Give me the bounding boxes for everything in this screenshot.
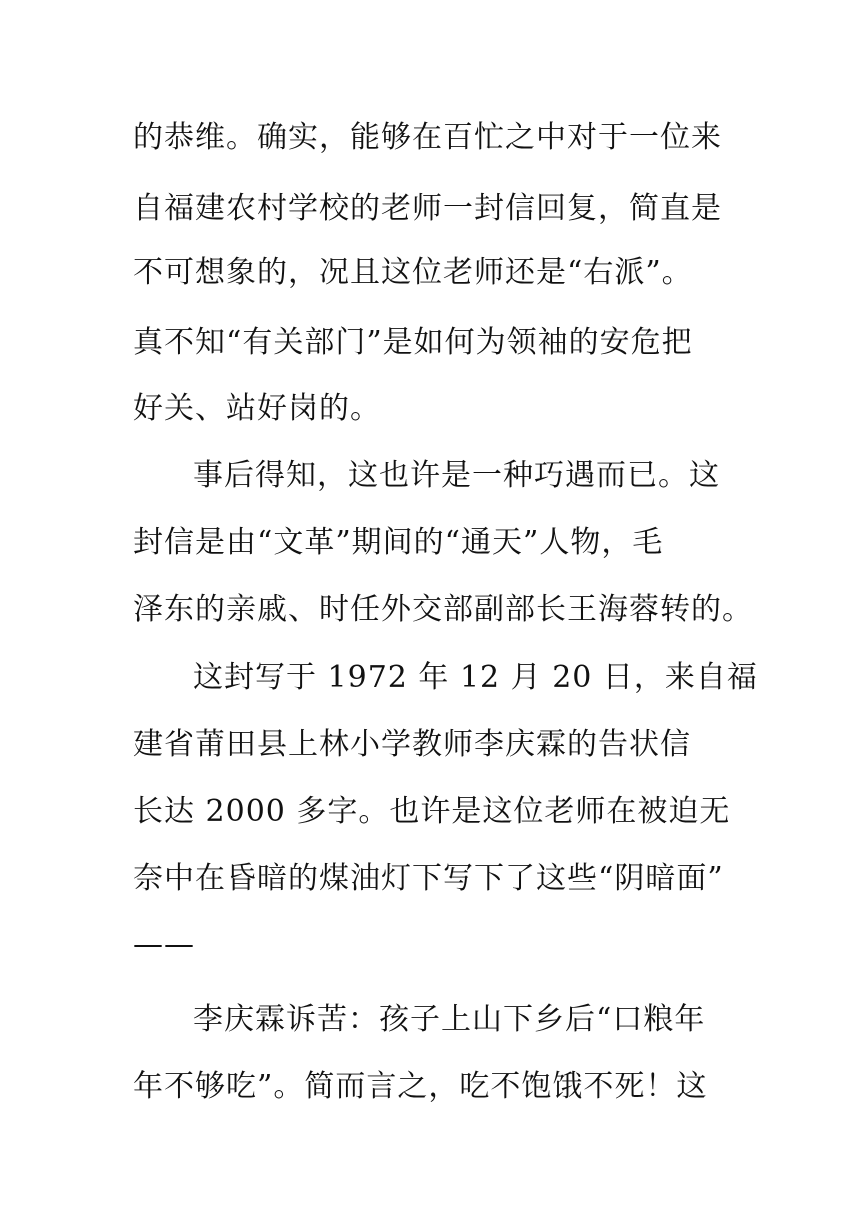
text-line: 不可想象的，况且这位老师还是“右派”。 (133, 255, 693, 290)
paragraph-first-line: 李庆霖诉苦：孩子上山下乡后“口粮年 (193, 1002, 706, 1037)
text-line: 封信是由“文革”期间的“通天”人物，毛 (133, 525, 664, 560)
text-line: 建省莆田县上林小学教师李庆霖的告状信 (133, 727, 691, 762)
dash-line: —— (133, 927, 195, 962)
text-line: 自福建农村学校的老师一封信回复，简直是 (133, 191, 722, 226)
text-line: 泽东的亲戚、时任外交部副部长王海蓉转的。 (133, 592, 753, 627)
text-line: 年不够吃”。简而言之，吃不饱饿不死！这 (133, 1069, 708, 1104)
text-line: 的恭维。确实，能够在百忙之中对于一位来 (133, 120, 722, 155)
paragraph-first-line: 这封写于 1972 年 12 月 20 日，来自福 (193, 660, 758, 695)
paragraph-first-line: 事后得知，这也许是一种巧遇而已。这 (193, 458, 720, 493)
text-line: 奈中在昏暗的煤油灯下写下了这些“阴暗面” (133, 861, 724, 896)
text-line: 真不知“有关部门”是如何为领袖的安危把 (133, 325, 693, 360)
text-line: 长达 2000 多字。也许是这位老师在被迫无 (133, 794, 731, 829)
text-line: 好关、站好岗的。 (133, 391, 381, 426)
